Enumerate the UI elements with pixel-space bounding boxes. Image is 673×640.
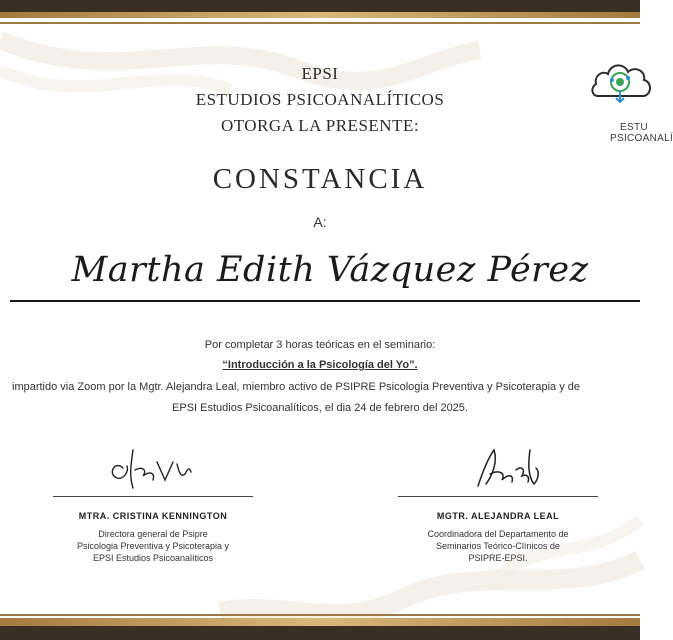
- certificate-title: CONSTANCIA: [212, 163, 428, 195]
- role-line: Coordinadora del Departamento de: [427, 529, 569, 539]
- logo-text-line2: PSICOANALÍ: [610, 133, 673, 144]
- signature-block-left: [33, 440, 273, 564]
- top-gold-band: [0, 12, 640, 18]
- role-line: Directora general de Psipre: [98, 529, 208, 539]
- header-org-short: EPSI: [301, 64, 339, 83]
- role-line: Seminarios Teórico-Clínicos de: [436, 541, 560, 551]
- top-thin-line: [0, 22, 640, 24]
- to-label: A:: [313, 214, 327, 230]
- recipient-underline: [10, 300, 640, 302]
- signature-image-left: [93, 440, 213, 492]
- header-grants: OTORGA LA PRESENTE:: [220, 116, 420, 135]
- logo-text-line1: ESTU: [620, 122, 648, 133]
- body-line-date: EPSI Estudios Psicoanalíticos, el dia 24 de febrero del 2025.: [172, 402, 468, 414]
- signature-block-right: [378, 440, 618, 564]
- bottom-dark-band: [0, 626, 640, 640]
- signature-line-left: [53, 496, 253, 497]
- body-line-hours: Por completar 3 horas teóricas en el seminario:: [204, 339, 436, 351]
- signatory-name-left: MTRA. CRISTINA KENNINGTON: [78, 511, 228, 521]
- recipient-name: Martha Edith Vázquez Pérez: [71, 250, 589, 290]
- body-line-instructor: impartido via Zoom por la Mgtr. Alejandra Leal, miembro activo de PSIPRE Psicologia Preventiva y Psicoterapia y de: [12, 381, 580, 393]
- header-org-full: ESTUDIOS PSICOANALÍTICOS: [195, 90, 445, 109]
- signature-image-right: [438, 440, 558, 492]
- bottom-thin-line: [0, 614, 640, 616]
- role-line: EPSI Estudios Psicoanalíticos: [92, 553, 214, 563]
- role-line: PSIPRE-EPSI.: [468, 553, 528, 563]
- signatory-role-right: [378, 528, 618, 564]
- bottom-gold-band: [0, 618, 640, 626]
- role-line: Psicologia Preventiva y Psicoterapia y: [76, 541, 230, 551]
- signatory-name-right: MGTR. ALEJANDRA LEAL: [436, 511, 560, 521]
- signatory-role-left: [33, 528, 273, 564]
- signature-line-right: [398, 496, 598, 497]
- top-dark-band: [0, 0, 640, 12]
- seminar-title: “Introducción a la Psicología del Yo”.: [222, 359, 418, 371]
